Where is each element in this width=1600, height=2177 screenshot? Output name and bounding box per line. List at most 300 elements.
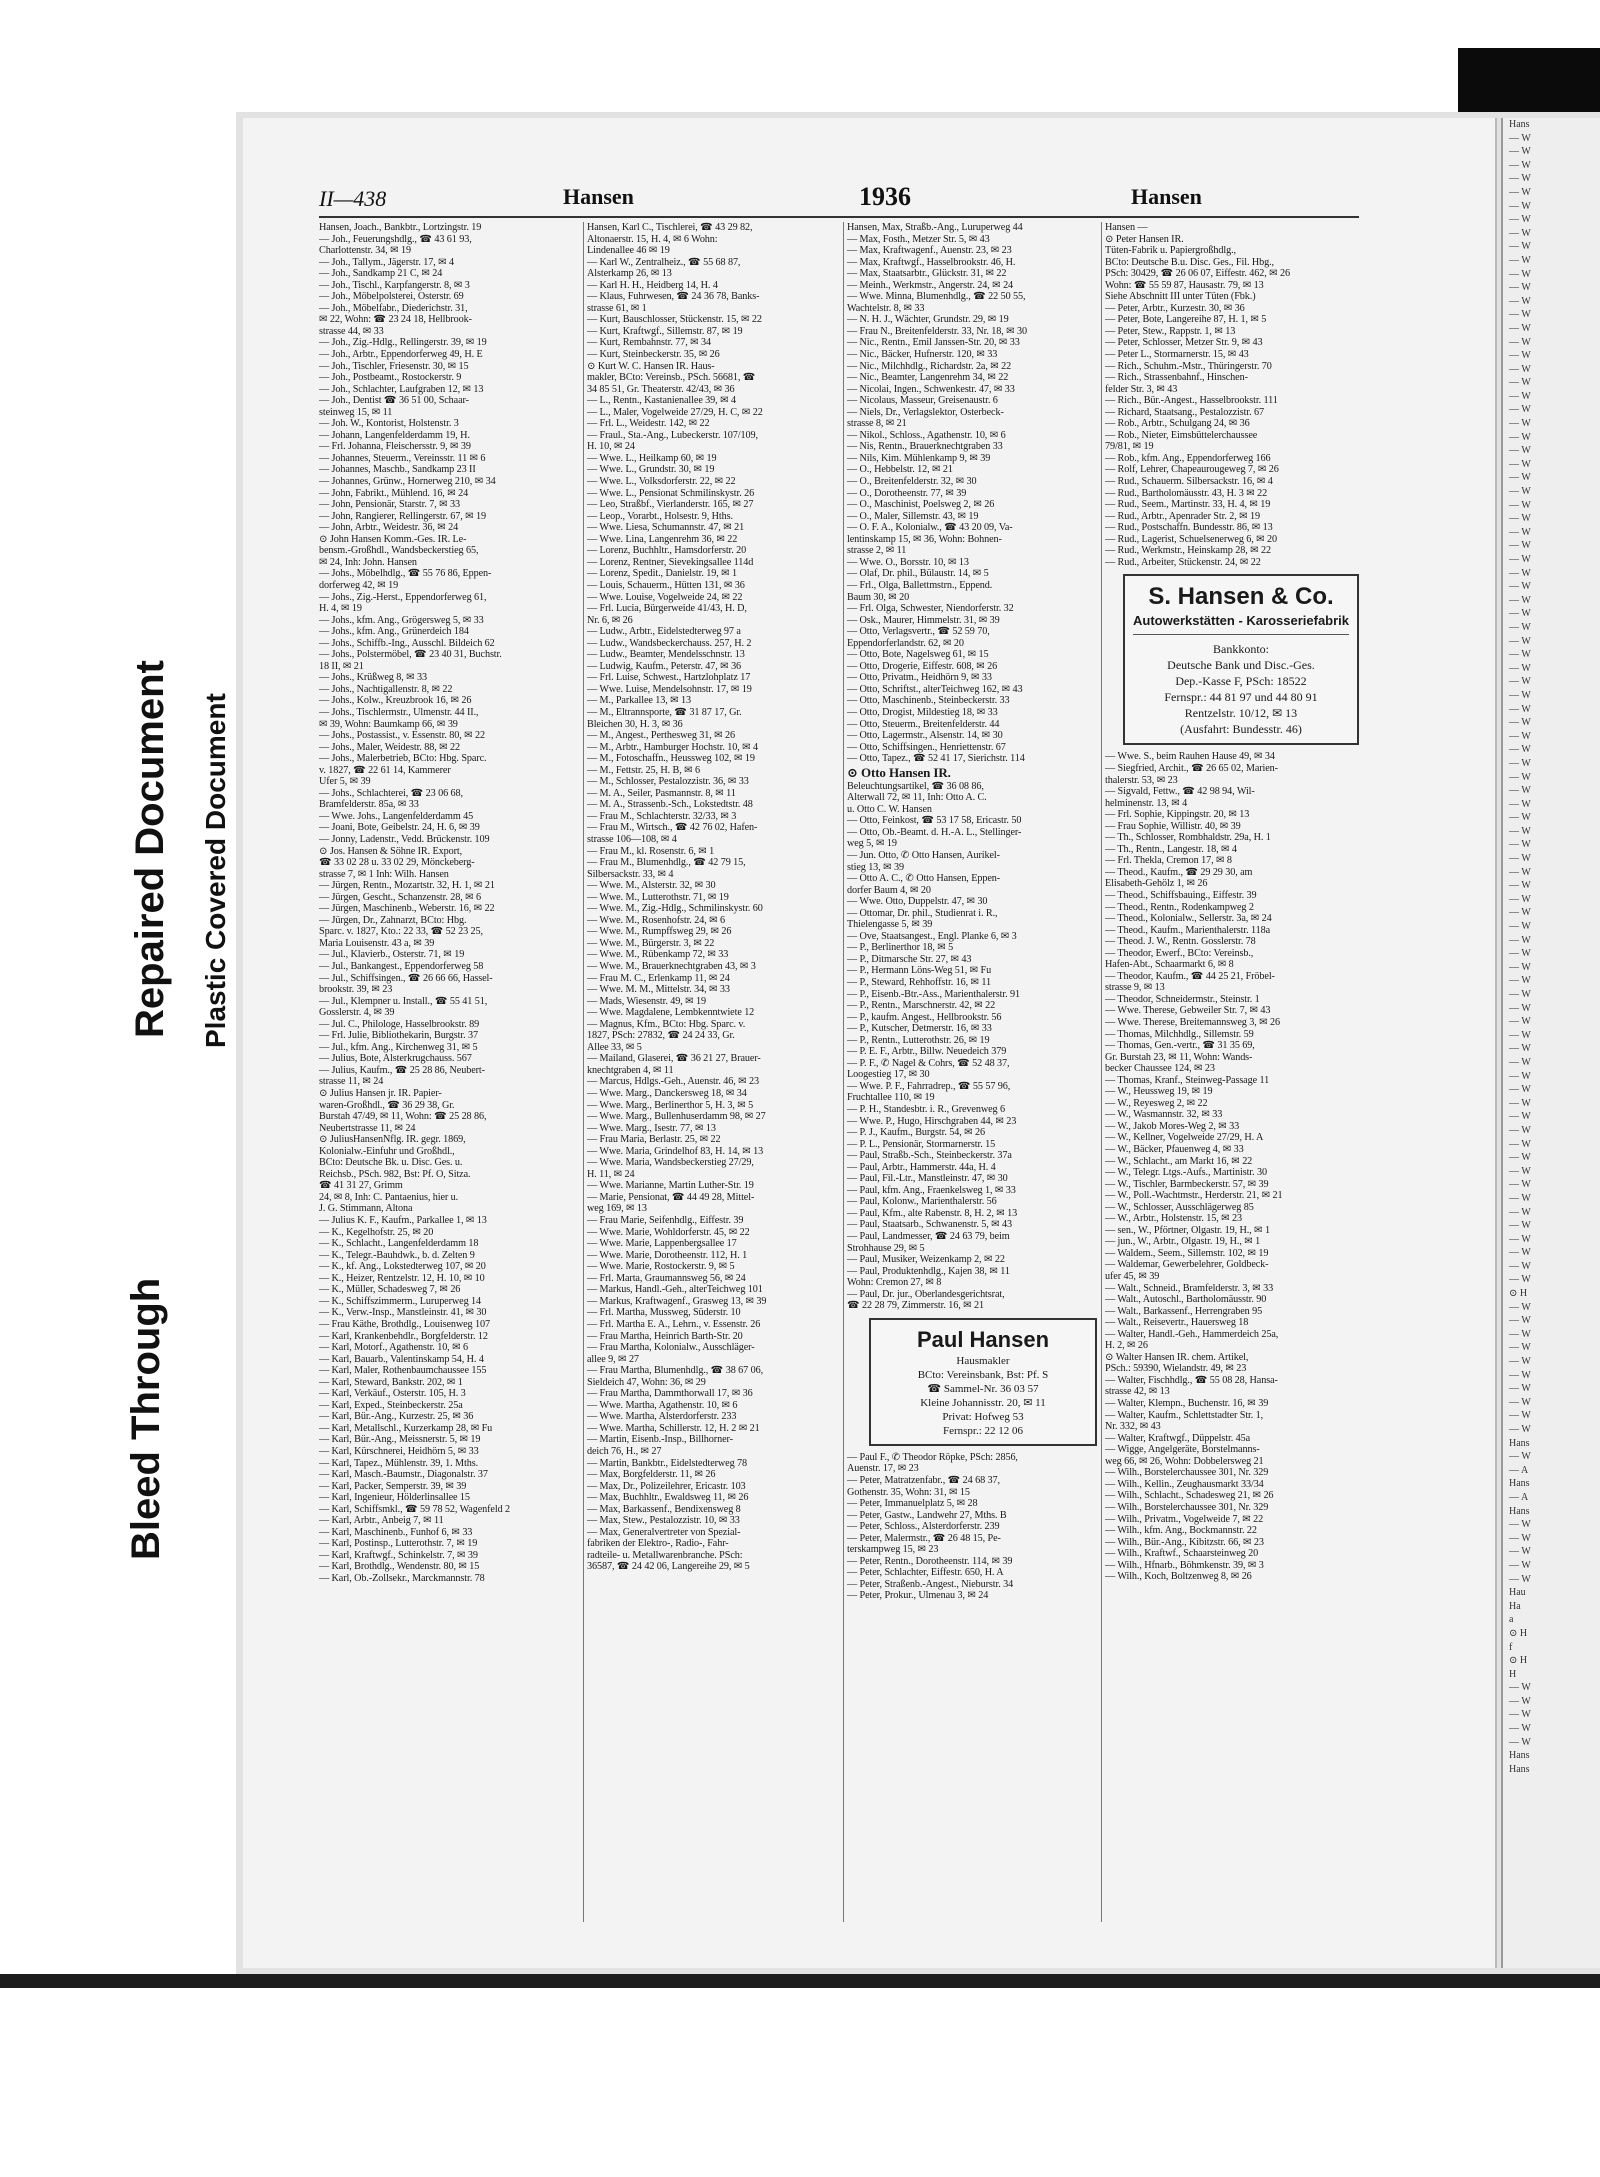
- directory-entry: — Jürgen, Rentn., Mozartstr. 32, H. 1, ✉ 21: [319, 880, 495, 892]
- directory-entry: — Theodor, Schneidermstr., Steinstr. 1: [1105, 993, 1260, 1005]
- directory-entry: — Wwe. Marie, Wohldorferstr. 45, ✉ 22: [587, 1226, 750, 1238]
- directory-entry: — W., Kellner, Vogelweide 27/29, H. A: [1105, 1132, 1264, 1144]
- directory-entry: — Wwe. Marianne, Martin Luther-Str. 19: [587, 1180, 754, 1192]
- directory-entry: — Frl. Olga, Schwester, Niendorferstr. 32: [847, 603, 1014, 615]
- directory-entry: — Lorenz, Rentner, Sievekingsallee 114d: [587, 556, 754, 568]
- directory-entry: — W., Schlacht., am Markt 16, ✉ 22: [1105, 1155, 1253, 1167]
- next-page-fragment: — W: [1509, 961, 1531, 973]
- directory-entry: becker Chaussee 124, ✉ 23: [1105, 1063, 1215, 1075]
- next-page-fragment: — W: [1509, 241, 1531, 253]
- directory-entry: — Max, Stew., Pestalozzistr. 10, ✉ 33: [587, 1515, 740, 1527]
- directory-entry: ⊙ Walter Hansen IR. chem. Artikel,: [1105, 1351, 1249, 1363]
- next-page-fragment: — W: [1509, 486, 1531, 498]
- next-page-fragment: — W: [1509, 1043, 1531, 1055]
- directory-page: [243, 118, 1497, 1968]
- directory-entry: Loogestieg 17, ✉ 30: [847, 1069, 930, 1081]
- directory-entry: — Karl H. H., Heidberg 14, H. 4: [587, 279, 718, 291]
- directory-entry: — Rud., Arbeiter, Stückenstr. 24, ✉ 22: [1105, 556, 1261, 568]
- directory-entry: — Mads, Wiesenstr. 49, ✉ 19: [587, 995, 706, 1007]
- directory-entry: — Paul, Fil.-Ltr., Manstleinstr. 47, ✉ 30: [847, 1173, 1008, 1185]
- next-page-fragment: — W: [1509, 1111, 1531, 1123]
- next-page-fragment: — W: [1509, 798, 1531, 810]
- directory-entry: — Wwe. P. F., Fahrradrep., ☎ 55 57 96,: [847, 1080, 1011, 1092]
- directory-entry: — O., Hebbelstr. 12, ✉ 21: [847, 464, 953, 476]
- directory-entry: — Joh., Tischler, Friesenstr. 30, ✉ 15: [319, 360, 469, 372]
- directory-entry: — Karl, Kraftwgf., Schinkelstr. 7, ✉ 39: [319, 1549, 478, 1561]
- next-page-fragment: — W: [1509, 1260, 1531, 1272]
- directory-entry: — Karl, Maler, Rothenbaumchaussee 155: [319, 1365, 487, 1377]
- directory-entry: Elisabeth-Gehölz 1, ✉ 26: [1105, 878, 1208, 890]
- directory-entry: — Wwe. Therese, Gebweiler Str. 7, ✉ 43: [1105, 1005, 1271, 1017]
- year-heading: 1936: [859, 182, 911, 211]
- directory-entry: — Max, Dr., Polizeilehrer, Ericastr. 103: [587, 1480, 746, 1492]
- directory-entry: — Theod., Kaufm., ☎ 29 29 30, am: [1105, 866, 1253, 878]
- next-page-fragment: — W: [1509, 989, 1531, 1000]
- directory-entry: — Max, Kraftwgf., Hasselbrookstr. 46, H.: [847, 256, 1016, 268]
- directory-entry: — Ludw., Arbtr., Eidelstedterweg 97 a: [587, 626, 741, 638]
- directory-entry: — Rud., Werkmstr., Heinskamp 28, ✉ 22: [1105, 545, 1271, 557]
- next-page-fragment: — W: [1509, 812, 1531, 824]
- directory-entry: H. 2, ✉ 26: [1105, 1340, 1148, 1352]
- directory-entry: — Johs., kfm. Ang., Grünerdeich 184: [319, 626, 469, 638]
- directory-entry: — Karl, Ob.-Zollsekr., Marckmannstr. 78: [319, 1572, 485, 1584]
- directory-entry: — Wwe. M., Bürgerstr. 3, ✉ 22: [587, 937, 715, 949]
- directory-entry: Charlottenstr. 34, ✉ 19: [319, 245, 411, 257]
- directory-entry: — Niels, Dr., Verlagslektor, Osterbeck-: [847, 406, 1004, 418]
- directory-entry: — K., kf. Ang., Lokstedterweg 107, ✉ 20: [319, 1261, 486, 1273]
- next-page-fragment: — W: [1509, 1736, 1531, 1748]
- directory-entry: — Wwe. M., Rosenhofstr. 24, ✉ 6: [587, 914, 725, 926]
- directory-entry: Gothenstr. 35, Wohn: 31, ✉ 15: [847, 1486, 970, 1498]
- directory-entry: — P., Steward, Rehhoffstr. 16, ✉ 11: [847, 977, 991, 988]
- directory-entry: — Otto, Drogerie, Eiffestr. 608, ✉ 26: [847, 660, 998, 672]
- directory-entry: — Otto, Maschinenb., Steinbeckerstr. 33: [847, 695, 1010, 707]
- directory-entry: — W., Heussweg 19, ✉ 19: [1105, 1086, 1213, 1098]
- directory-entry: — Otto, Schriftst., alterTeichweg 162, ✉ 43: [847, 683, 1023, 695]
- next-page-fragment: — W: [1509, 390, 1531, 402]
- next-page-fragment: — W: [1509, 1220, 1531, 1232]
- directory-entry: — Wwe. Martha, Alsterdorferstr. 233: [587, 1411, 737, 1423]
- directory-entry: — Nikol., Schloss., Agathenstr. 10, ✉ 6: [847, 429, 1006, 441]
- directory-entry: — Karl W., Zentralheiz., ☎ 55 68 87,: [587, 256, 741, 268]
- directory-entry: ☎ 41 31 27, Grimm: [319, 1180, 403, 1192]
- next-page-fragment: — W: [1509, 839, 1531, 851]
- directory-entry: fabriken der Elektro-, Radio-, Fahr-: [587, 1538, 729, 1550]
- directory-entry: weg 66, ✉ 26, Wohn: Dobbelersweg 21: [1105, 1455, 1264, 1467]
- s-hansen-ad-line: Deutsche Bank und Disc.-Ges.: [1167, 658, 1315, 673]
- next-page-fragment: — W: [1509, 1152, 1531, 1164]
- directory-entry: — Olaf, Dr. phil., Bülaustr. 14, ✉ 5: [847, 568, 989, 580]
- directory-entry: — Frau Martha, Blumenhdlg., ☎ 38 67 06,: [587, 1365, 764, 1377]
- next-page-fragment: — W: [1509, 1029, 1531, 1041]
- directory-entry: — Thomas, Kranf., Steinweg-Passage 11: [1105, 1074, 1270, 1086]
- directory-entry: — Karl, Bür.-Ang., Meissnerstr. 5, ✉ 19: [319, 1434, 481, 1446]
- next-page-fragment: — W: [1509, 662, 1531, 674]
- directory-entry: — W., Tischler, Barmbeckerstr. 57, ✉ 39: [1105, 1178, 1269, 1190]
- directory-entry: — Wilh., kfm. Ang., Bockmannstr. 22: [1105, 1525, 1257, 1537]
- s-hansen-ad-line: Rentzelstr. 10/12, ✉ 13: [1184, 706, 1298, 721]
- next-page-fragment: — W: [1509, 771, 1531, 783]
- directory-entry: 24, ✉ 8, Inh: C. Pantaenius, hier u.: [319, 1191, 459, 1203]
- directory-entry: Hafen-Abt., Schaarmarkt 6, ✉ 8: [1105, 959, 1234, 971]
- directory-entry: — Karl, Motorf., Agathenstr. 10, ✉ 6: [319, 1342, 468, 1354]
- directory-entry: — Jürgen, Gescht., Schanzenstr. 28, ✉ 6: [319, 891, 482, 903]
- directory-entry: — W., Schlosser, Ausschlägerweg 85: [1105, 1201, 1254, 1213]
- directory-entry: Reichsb., PSch. 982, Bst: Pf. O, Sitza.: [319, 1168, 471, 1180]
- next-page-fragment: — W: [1509, 554, 1531, 565]
- directory-entry: strasse 8, ✉ 21: [847, 418, 907, 430]
- directory-entry: — Max, Barkassenf., Bendixensweg 8: [587, 1503, 741, 1515]
- directory-entry: Burstah 47/49, ✉ 11, Wohn: ☎ 25 28 86,: [319, 1111, 487, 1123]
- next-page-fragment: — W: [1509, 1084, 1531, 1096]
- directory-entry: — Paul, Musiker, Weizenkamp 2, ✉ 22: [847, 1254, 1005, 1266]
- directory-entry: dorfer Baum 4, ✉ 20: [847, 884, 931, 896]
- next-page-fragment: — W: [1509, 1519, 1531, 1531]
- directory-entry: — Max, Kraftwagenf., Auenstr. 23, ✉ 23: [847, 245, 1012, 257]
- directory-entry: — Richard, Staatsang., Pestalozzistr. 67: [1105, 406, 1264, 418]
- directory-entry: strasse 106—108, ✉ 4: [587, 833, 677, 845]
- directory-entry: — Ove, Staatsangest., Engl. Planke 6, ✉ 3: [847, 930, 1017, 942]
- directory-entry: — Kurt, Kraftwgf., Sillemstr. 87, ✉ 19: [587, 325, 743, 337]
- directory-entry: — Marie, Pensionat, ☎ 44 49 28, Mittel-: [587, 1191, 755, 1203]
- directory-entry: Wachtelstr. 8, ✉ 33: [847, 302, 925, 314]
- directory-entry: strasse 2, ✉ 11: [847, 545, 907, 557]
- directory-entry: — Paul, Staatsarb., Schwanenstr. 5, ✉ 43: [847, 1219, 1012, 1231]
- directory-entry: — Walt., Schneid., Bramfelderstr. 3, ✉ 33: [1105, 1282, 1274, 1294]
- directory-entry: ⊙ Peter Hansen IR.: [1105, 233, 1184, 245]
- directory-entry: — Peter, Schlachter, Eiffestr. 650, H. A: [847, 1567, 1004, 1579]
- directory-entry: — Rob., kfm. Ang., Eppendorferweg 166: [1105, 452, 1271, 464]
- next-page-fragment: — W: [1509, 1342, 1531, 1354]
- directory-entry: ⊙ Julius Hansen jr. IR. Papier-: [319, 1088, 442, 1100]
- directory-entry: — Wwe. S., beim Rauhen Hause 49, ✉ 34: [1105, 751, 1275, 763]
- next-page-fragment: — W: [1509, 948, 1531, 960]
- directory-entry: ✉ 39, Wohn: Baumkamp 66, ✉ 39: [319, 718, 458, 730]
- next-page-fragment: — W: [1509, 1097, 1531, 1109]
- directory-entry: — Theod., Rentn., Rodenkampweg 2: [1105, 901, 1254, 913]
- next-page-fragment: — W: [1509, 431, 1531, 443]
- directory-entry: — Joh., Arbtr., Eppendorferweg 49, H. E: [319, 349, 483, 361]
- directory-entry: — Frl. Sophie, Kippingstr. 20, ✉ 13: [1105, 809, 1250, 821]
- next-page-fragment: — W: [1509, 635, 1531, 647]
- s-hansen-advertisement: [1123, 574, 1359, 745]
- directory-entry: — Wwe. P., Hugo, Hirschgraben 44, ✉ 23: [847, 1115, 1017, 1127]
- next-page-fragment: — W: [1509, 1192, 1531, 1204]
- directory-entry: — Wwe. Maria, Wandsbeckerstieg 27/29,: [587, 1157, 754, 1169]
- next-page-fragment: — W: [1509, 1138, 1531, 1150]
- next-page-fragment: — W: [1509, 1695, 1531, 1707]
- directory-entry: — W., Reyesweg 2, ✉ 22: [1105, 1097, 1208, 1109]
- directory-entry: — W., Poll.-Wachtmstr., Herderstr. 21, ✉ 21: [1105, 1190, 1283, 1202]
- directory-entry: Gosslerstr. 4, ✉ 39: [319, 1007, 395, 1019]
- directory-entry: — W., Bäcker, Pfauenweg 4, ✉ 33: [1105, 1144, 1244, 1155]
- next-page-fragment: — W: [1509, 907, 1531, 919]
- directory-entry: — Wwe. L., Volksdorferstr. 22, ✉ 22: [587, 476, 736, 488]
- directory-entry: — Joh., Möbelfabr., Diederichstr. 31,: [319, 302, 468, 314]
- s-hansen-ad-line: Bankkonto:: [1213, 642, 1269, 657]
- directory-entry: — Johs., Möbelhdlg., ☎ 55 76 86, Eppen-: [319, 568, 492, 580]
- next-page-fragment: — W: [1509, 513, 1531, 525]
- directory-entry: — Ludw., Wandsbeckerchauss. 257, H. 2: [587, 637, 752, 649]
- directory-entry: — M. A., Seiler, Pasmannstr. 8, ✉ 11: [587, 787, 736, 799]
- directory-entry: — jun., W., Arbtr., Olgastr. 19, H., ✉ 1: [1105, 1236, 1261, 1248]
- directory-entry: — Wilh., Bür.-Ang., Kibitzstr. 66, ✉ 23: [1105, 1536, 1264, 1548]
- paul-hansen-ad-line: BCto: Vereinsbank, Bst: Pf. S: [917, 1368, 1049, 1381]
- next-page-fragment: — W: [1509, 282, 1531, 294]
- directory-entry: — Johann, Langenfelderdamm 19, H.: [319, 429, 470, 441]
- next-page-fragment: — W: [1509, 934, 1531, 946]
- next-page-fragment: — W: [1509, 1369, 1531, 1381]
- directory-entry: — P. J., Kaufm., Burgstr. 54, ✉ 26: [847, 1127, 985, 1139]
- directory-entry: — Johannes, Steuerm., Vereinsstr. 11 ✉ 6: [319, 452, 486, 464]
- next-page-fragment: — W: [1509, 1124, 1531, 1136]
- next-page-fragment: — W: [1509, 1328, 1531, 1340]
- directory-entry: Hansen, Karl C., Tischlerei, ☎ 43 29 82,: [587, 222, 753, 233]
- next-page-edge: [1501, 118, 1600, 1968]
- directory-entry: — Frl. Marta, Graumannsweg 56, ✉ 24: [587, 1272, 746, 1284]
- next-page-fragment: — W: [1509, 921, 1531, 933]
- next-page-fragment: — W: [1509, 363, 1531, 375]
- directory-entry: — Paul, Produktenhdlg., Kajen 38, ✉ 11: [847, 1265, 1010, 1277]
- next-page-fragment: ⊙ H: [1509, 1627, 1528, 1639]
- directory-entry: — Rud., Seem., Martinstr. 33, H. 4, ✉ 19: [1105, 499, 1271, 511]
- next-page-fragment: — W: [1509, 1723, 1531, 1735]
- directory-entry: — Peter, Immanuelplatz 5, ✉ 28: [847, 1498, 978, 1510]
- next-page-fragment: — W: [1509, 322, 1531, 334]
- directory-entry: — John, Rangierer, Rellingerstr. 67, ✉ 19: [319, 510, 487, 522]
- directory-entry: — Wwe. Maria, Grindelhof 83, H. 14, ✉ 13: [587, 1145, 764, 1157]
- directory-entry: — Ludw., Beamter, Mendelsschnstr. 13: [587, 649, 745, 661]
- directory-entry: — Otto, Verlagsvertr., ☎ 52 59 70,: [847, 626, 990, 638]
- next-page-fragment: — W: [1509, 717, 1531, 729]
- directory-entry: — M., Parkallee 13, ✉ 13: [587, 695, 692, 707]
- directory-entry: Beleuchtungsartikel, ☎ 36 08 86,: [847, 780, 984, 792]
- directory-entry: — Wwe. Minna, Blumenhdlg., ☎ 22 50 55,: [847, 291, 1026, 303]
- next-page-fragment: — W: [1509, 785, 1531, 797]
- next-page-fragment: — W: [1509, 567, 1531, 579]
- directory-entry: — P., kaufm. Angest., Hellbrookstr. 56: [847, 1011, 1002, 1023]
- directory-entry: — P., Ditmarsche Str. 27, ✉ 43: [847, 953, 972, 965]
- directory-entry: weg 169, ✉ 13: [587, 1203, 647, 1215]
- next-page-fragment: — W: [1509, 730, 1531, 742]
- directory-entry: — Jul., kfm. Ang., Kirchenweg 31, ✉ 5: [319, 1041, 478, 1053]
- directory-entry: — Meinh., Werkmstr., Angerstr. 24, ✉ 24: [847, 279, 1014, 291]
- directory-entry: — Karl, Krankenbehdlr., Borgfelderstr. 12: [319, 1330, 488, 1342]
- directory-entry: Hansen, Joach., Bankbtr., Lortzingstr. 19: [319, 222, 482, 233]
- directory-entry: — Jul., Klavierb., Osterstr. 71, ✉ 19: [319, 949, 465, 961]
- next-page-fragment: — W: [1509, 1424, 1531, 1435]
- next-page-fragment: — W: [1509, 173, 1531, 185]
- directory-entry: — Ottomar, Dr. phil., Studienrat i. R.,: [847, 907, 998, 919]
- next-page-fragment: — W: [1509, 254, 1531, 266]
- directory-entry: — Frau Martha, Kolonialw., Ausschläger-: [587, 1342, 755, 1354]
- directory-entry: — P. E. F., Arbtr., Billw. Neuedeich 379: [847, 1046, 1007, 1058]
- next-page-fragment: — W: [1509, 676, 1531, 688]
- directory-entry: — Jul., Bankangest., Eppendorferweg 58: [319, 961, 484, 972]
- directory-entry: — Johs., Maler, Weidestr. 88, ✉ 22: [319, 741, 460, 753]
- directory-entry: — Otto, Schiffsingen., Henriettenstr. 67: [847, 741, 1006, 753]
- directory-entry: — Joh., Dentist ☎ 36 51 00, Schaar-: [319, 395, 469, 407]
- directory-entry: knechtgraben 4, ✉ 11: [587, 1064, 674, 1076]
- next-page-fragment: — W: [1509, 146, 1531, 158]
- directory-entry: ☎ 22 28 79, Zimmerstr. 16, ✉ 21: [847, 1300, 984, 1312]
- directory-entry: — Julius, Kaufm., ☎ 25 28 86, Neubert-: [319, 1064, 485, 1076]
- directory-entry: — O., Dorotheenstr. 77, ✉ 39: [847, 487, 967, 499]
- directory-entry: ufer 45, ✉ 39: [1105, 1271, 1160, 1283]
- directory-entry: ⊙ Jos. Hansen & Söhne IR. Export,: [319, 845, 463, 857]
- next-page-fragment: — W: [1509, 1002, 1531, 1014]
- directory-entry: — Karl, Steward, Bankstr. 202, ✉ 1: [319, 1376, 463, 1388]
- otto-hansen-title: Otto Hansen: [860, 764, 931, 780]
- next-page-fragment: — W: [1509, 472, 1531, 484]
- next-page-fragment: — W: [1509, 336, 1531, 348]
- directory-entry: waren-Großhdl., ☎ 36 29 38, Gr.: [319, 1099, 455, 1111]
- directory-entry: — Joh., Zig.-Hdlg., Rellingerstr. 39, ✉ 19: [319, 337, 487, 349]
- directory-entry: — Johs., Malerbetrieb, BCto: Hbg. Sparc.: [319, 753, 487, 765]
- directory-entry: — Jul. C., Philologe, Hasselbrookstr. 89: [319, 1018, 480, 1030]
- next-page-fragment: — W: [1509, 608, 1531, 620]
- directory-entry: — sen., W., Pförtner, Olgastr. 19, H., ✉ 1: [1105, 1224, 1270, 1236]
- directory-entry: — Wwe. Marie, Dorotheenstr. 112, H. 1: [587, 1249, 748, 1261]
- directory-entry: — Frau Sophie, Willistr. 40, ✉ 39: [1105, 820, 1241, 832]
- directory-entry: — Paul, Landmesser, ☎ 24 63 79, beim: [847, 1231, 1010, 1243]
- directory-entry: — Wilh., Kraftwf., Schaarsteinweg 20: [1105, 1548, 1259, 1560]
- next-page-fragment: a: [1509, 1614, 1514, 1626]
- directory-entry: Lindenallee 46 ✉ 19: [587, 245, 670, 257]
- next-page-fragment: Hans: [1509, 1478, 1530, 1490]
- directory-entry: — Walter, Klempn., Buchenstr. 16, ✉ 39: [1105, 1398, 1269, 1410]
- directory-entry: — Peter, Matratzenfabr., ☎ 24 68 37,: [847, 1474, 1000, 1486]
- directory-entry: — Karl, Brothdlg., Wendenstr. 80, ✉ 15: [319, 1561, 480, 1573]
- directory-entry: — Rud., Arbtr., Apenrader Str. 2, ✉ 19: [1105, 510, 1260, 522]
- directory-entry: — Max, Fosth., Metzer Str. 5, ✉ 43: [847, 233, 990, 245]
- directory-entry: ⊙ JuliusHansenNflg. IR. gegr. 1869,: [319, 1134, 466, 1146]
- directory-entry: — Jul., Klempner u. Install., ☎ 55 41 51,: [319, 995, 488, 1007]
- directory-entry: — Johs., Kolw., Kreuzbrook 16, ✉ 26: [319, 695, 472, 707]
- directory-entry: — Marcus, Hdlgs.-Geh., Auenstr. 46, ✉ 23: [587, 1076, 760, 1088]
- directory-entry: — K., Heizer, Rentzelstr. 12, H. 10, ✉ 10: [319, 1272, 485, 1284]
- directory-entry: — Nic., Beamter, Langenrehm 34, ✉ 22: [847, 372, 1009, 384]
- directory-entry: — M., Angest., Perthesweg 31, ✉ 26: [587, 730, 736, 742]
- directory-entry: — Kurt, Rembahnstr. 77, ✉ 34: [587, 337, 712, 349]
- next-page-fragment: — W: [1509, 159, 1531, 171]
- directory-entry: — Rud., Lagerist, Schuelsenerweg 6, ✉ 20: [1105, 533, 1278, 545]
- s-hansen-ad-line: Dep.-Kasse F, PSch: 18522: [1175, 674, 1307, 689]
- s-hansen-ad-line: (Ausfahrt: Bundesstr. 46): [1180, 722, 1302, 737]
- directory-entry: stieg 13, ✉ 39: [847, 861, 904, 873]
- directory-entry: — Wilh., Schlacht., Schadesweg 21, ✉ 26: [1105, 1490, 1274, 1502]
- directory-entry: — L., Maler, Vogelweide 27/29, H. C, ✉ 22: [587, 406, 763, 418]
- directory-entry: — Johannes, Maschb., Sandkamp 23 II: [319, 464, 476, 476]
- directory-entry: — Nic., Bäcker, Hufnerstr. 120, ✉ 33: [847, 349, 998, 361]
- directory-entry: — M., Eltrannsporte, ☎ 31 87 17, Gr.: [587, 706, 742, 718]
- directory-entry: — Johs., kfm. Ang., Grögersweg 5, ✉ 33: [319, 614, 484, 626]
- directory-entry: — Peter, Arbtr., Kurzestr. 30, ✉ 36: [1105, 302, 1245, 314]
- directory-entry: Hansen, Max, Straßb.-Ang., Luruperweg 44: [847, 222, 1023, 233]
- directory-entry: — Wwe. L., Pensionat Schmilinskystr. 26: [587, 487, 755, 499]
- label-bleed-through: Bleed Through: [124, 1277, 168, 1560]
- directory-entry: — O. F. A., Kolonialw., ☎ 43 20 09, Va-: [847, 522, 1013, 534]
- directory-entry: makler, BCto: Vereinsb., PSch. 56681, ☎: [587, 372, 756, 384]
- directory-entry: — Waldemar, Gewerbelehrer, Goldbeck-: [1105, 1259, 1269, 1271]
- directory-entry: Maria Louisenstr. 43 a, ✉ 39: [319, 937, 435, 949]
- page-header: [243, 180, 1495, 216]
- directory-entry: u. Otto C. W. Hansen: [847, 803, 932, 815]
- directory-entry: — Jürgen, Maschinenb., Weberstr. 16, ✉ 22: [319, 903, 495, 915]
- directory-entry: — Frl., Olga, Ballettmstrn., Eppend.: [847, 579, 993, 591]
- next-page-fragment: — W: [1509, 1396, 1531, 1408]
- directory-entry: BCto: Deutsche B.u. Disc. Ges., Fil. Hbg.,: [1105, 256, 1274, 268]
- directory-entry: — Ludwig, Kaufm., Peterstr. 47, ✉ 36: [587, 660, 742, 672]
- next-page-fragment: Hau: [1509, 1587, 1526, 1599]
- directory-entry: strasse 9, ✉ 13: [1105, 982, 1165, 994]
- directory-entry: — Rolf, Lehrer, Chapeaurougeweg 7, ✉ 26: [1105, 464, 1279, 476]
- directory-entry: — Leo, Straßbf., Vierlanderstr. 165, ✉ 27: [587, 499, 754, 511]
- directory-entry: — Frau Martha, Heinrich Barth-Str. 20: [587, 1330, 743, 1342]
- directory-entry: — Paul, Straßb.-Sch., Steinbeckerstr. 37a: [847, 1150, 1012, 1162]
- directory-entry: ☎ 33 02 28 u. 33 02 29, Mönckeberg-: [319, 857, 475, 869]
- next-page-fragment: — W: [1509, 1383, 1531, 1395]
- directory-entry: — Julius, Bote, Alsterkrugchauss. 567: [319, 1053, 472, 1065]
- next-page-fragment: — W: [1509, 186, 1531, 198]
- next-page-fragment: — W: [1509, 866, 1531, 878]
- next-page-fragment: — W: [1509, 1165, 1531, 1177]
- directory-entry: — Frl. Martha E. A., Lehrn., v. Essenstr. 26: [587, 1318, 761, 1330]
- next-page-fragment: — W: [1509, 1532, 1531, 1544]
- next-page-fragment: — W: [1509, 1356, 1531, 1368]
- directory-entry: — Wilh., Hfnarb., Böhmkenstr. 39, ✉ 3: [1105, 1559, 1264, 1571]
- next-page-fragment: — W: [1509, 404, 1531, 416]
- directory-entry: — Martin, Eisenb.-Insp., Billhorner-: [587, 1434, 733, 1446]
- directory-entry: — Paul, Dr. jur., Oberlandesgerichtsrat,: [847, 1288, 1005, 1300]
- directory-entry: — Walt., Barkassenf., Herrengraben 95: [1105, 1305, 1263, 1317]
- otto-hansen-heading: ⊙ Otto Hansen IR.: [847, 764, 951, 780]
- directory-entry: H. 10, ✉ 24: [587, 441, 635, 453]
- directory-entry: allee 9, ✉ 27: [587, 1353, 639, 1365]
- next-page-fragment: — W: [1509, 853, 1531, 865]
- directory-entry: — Nicolaus, Masseur, Greisenaustr. 6: [847, 395, 998, 407]
- directory-entry: — Theod., Kolonialw., Sellerstr. 3a, ✉ 24: [1105, 913, 1272, 925]
- next-page-fragment: — W: [1509, 458, 1531, 470]
- directory-entry: — Johs., Krüßweg 8, ✉ 33: [319, 672, 428, 684]
- paul-hansen-ad-line: Privat: Hofweg 53: [942, 1410, 1024, 1423]
- directory-entry: lentinskamp 15, ✉ 36, Wohn: Bohnen-: [847, 533, 1002, 545]
- directory-entry: — Wwe. M. M., Mittelstr. 34, ✉ 33: [587, 984, 730, 996]
- directory-entry: — Magnus, Kfm., BCto: Hbg. Sparc. v.: [587, 1018, 746, 1030]
- next-page-fragment: — W: [1509, 1709, 1531, 1721]
- directory-entry: — John, Pensionär, Starstr. 7, ✉ 33: [319, 499, 461, 511]
- directory-entry: — P. L., Pensionär, Stormarnerstr. 15: [847, 1138, 996, 1150]
- directory-entry: Sparc. v. 1827, Kto.: 22 33, ☎ 52 23 25,: [319, 926, 483, 938]
- directory-entry: — Theodor, Kaufm., ☎ 44 25 21, Fröbel-: [1105, 970, 1275, 982]
- next-page-fragment: — W: [1509, 689, 1531, 701]
- directory-entry: — Frl. Johanna, Fleischersstr. 9, ✉ 39: [319, 441, 471, 453]
- directory-entry: — Peter, Bote, Langereihe 87, H. 1, ✉ 5: [1105, 314, 1267, 326]
- next-page-fragment: — W: [1509, 526, 1531, 538]
- next-page-fragment: — W: [1509, 1233, 1531, 1245]
- directory-entry: — Jun. Otto, ✆ Otto Hansen, Aurikel-: [847, 849, 1000, 861]
- next-page-fragment: ⊙ H: [1509, 1288, 1528, 1300]
- directory-entry: BCto: Deutsche Bk. u. Disc. Ges. u.: [319, 1157, 463, 1169]
- directory-entry: — Th., Rentn., Langestr. 18, ✉ 4: [1105, 843, 1237, 855]
- directory-entry: — Peter, Schlosser, Metzer Str. 9, ✉ 43: [1105, 337, 1263, 349]
- directory-entry: ✉ 24, Inh: John. Hansen: [319, 556, 417, 568]
- directory-entry: Siehe Abschnitt III unter Tüten (Fbk.): [1105, 291, 1256, 303]
- directory-entry: — Karl, Postinsp., Lutterothstr. 7, ✉ 19: [319, 1538, 478, 1550]
- next-page-fragment: H: [1509, 1668, 1517, 1680]
- directory-entry: — Karl, Arbtr., Anbeig 7, ✉ 11: [319, 1515, 444, 1527]
- directory-entry: Kolonialw.-Einfuhr und Großhdl.,: [319, 1145, 455, 1157]
